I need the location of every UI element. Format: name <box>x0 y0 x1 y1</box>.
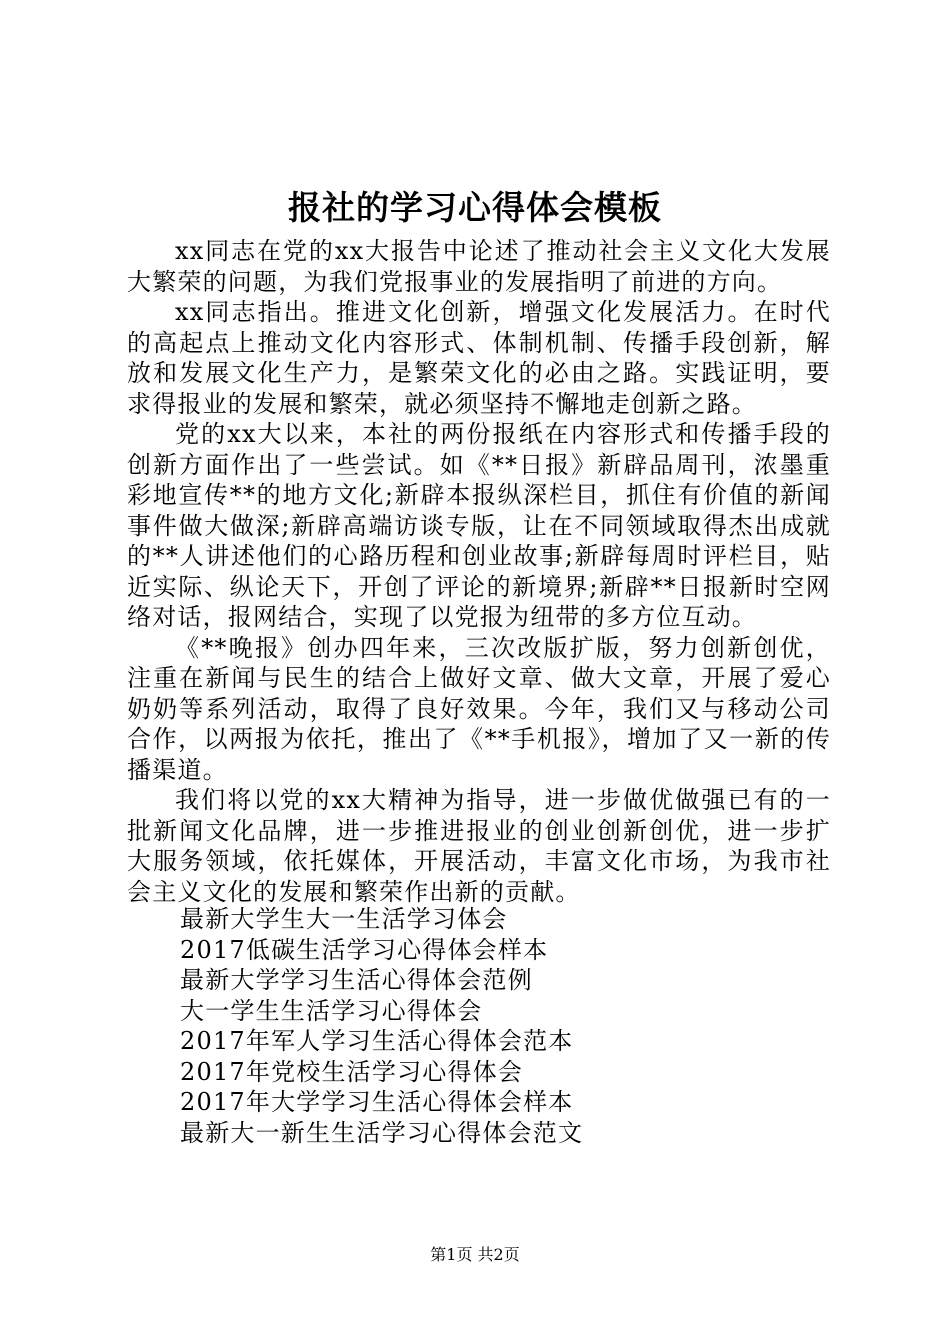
paragraph: xx同志在党的xx大报告中论述了推动社会主义文化大发展大繁荣的问题，为我们党报事业的发展指明了前进的方向。 <box>127 237 831 296</box>
related-article-link[interactable]: 2017年军人学习生活心得体会范本 <box>180 1027 574 1055</box>
document-title: 报社的学习心得体会模板 <box>288 188 662 227</box>
related-article-link[interactable]: 最新大学生大一生活学习体会 <box>180 905 508 933</box>
related-article-link[interactable]: 最新大一新生生活学习心得体会范文 <box>180 1118 584 1147</box>
paragraph: 党的xx大以来，本社的两份报纸在内容形式和传播手段的创新方面作出了一些尝试。如《**日报》新辟品周刊，浓墨重彩地宣传**的地方文化;新辟本报纵深栏目，抓住有价值的新闻事件做大做深;新辟高端访谈专版，让在不同领域取得杰出成就的**人讲述他们的心路历程和创业故事;新辟每周时评栏目，贴近实际、纵论天下，开创了评论的新境界;新辟**日报新时空网络对话，报网结合，实现了以党报为纽带的多方位互动。 <box>127 420 831 631</box>
paragraph: xx同志指出。推进文化创新，增强文化发展活力。在时代的高起点上推动文化内容形式、体制机制、传播手段创新，解放和发展文化生产力，是繁荣文化的必由之路。实践证明，要求得报业的发展和繁荣，就必须坚持不懈地走创新之路。 <box>127 298 831 418</box>
related-article-link[interactable]: 2017低碳生活学习心得体会样本 <box>180 935 549 964</box>
related-articles-list <box>180 904 830 1148</box>
related-article-link[interactable]: 最新大学学习生活心得体会范例 <box>180 966 533 994</box>
related-article-link[interactable]: 2017年大学学习生活心得体会样本 <box>180 1088 574 1116</box>
related-article-link[interactable]: 2017年党校生活学习心得体会 <box>180 1057 524 1086</box>
page-number-footer: 第1页 共2页 <box>430 1245 520 1264</box>
paragraph: 《**晚报》创办四年来，三次改版扩版，努力创新创优，注重在新闻与民生的结合上做好文章、做大文章，开展了爱心奶奶等系列活动，取得了良好效果。今年，我们又与移动公司合作，以两报为依托，推出了《**手机报》，增加了又一新的传播渠道。 <box>127 633 831 784</box>
document-body <box>127 236 831 907</box>
related-article-link[interactable]: 大一学生生活学习心得体会 <box>180 996 483 1025</box>
paragraph: 我们将以党的xx大精神为指导，进一步做优做强已有的一批新闻文化品牌，进一步推进报业的创业创新创优，进一步扩大服务领域，依托媒体，开展活动，丰富文化市场，为我市社会主义文化的发展和繁荣作出新的贡献。 <box>127 786 831 906</box>
